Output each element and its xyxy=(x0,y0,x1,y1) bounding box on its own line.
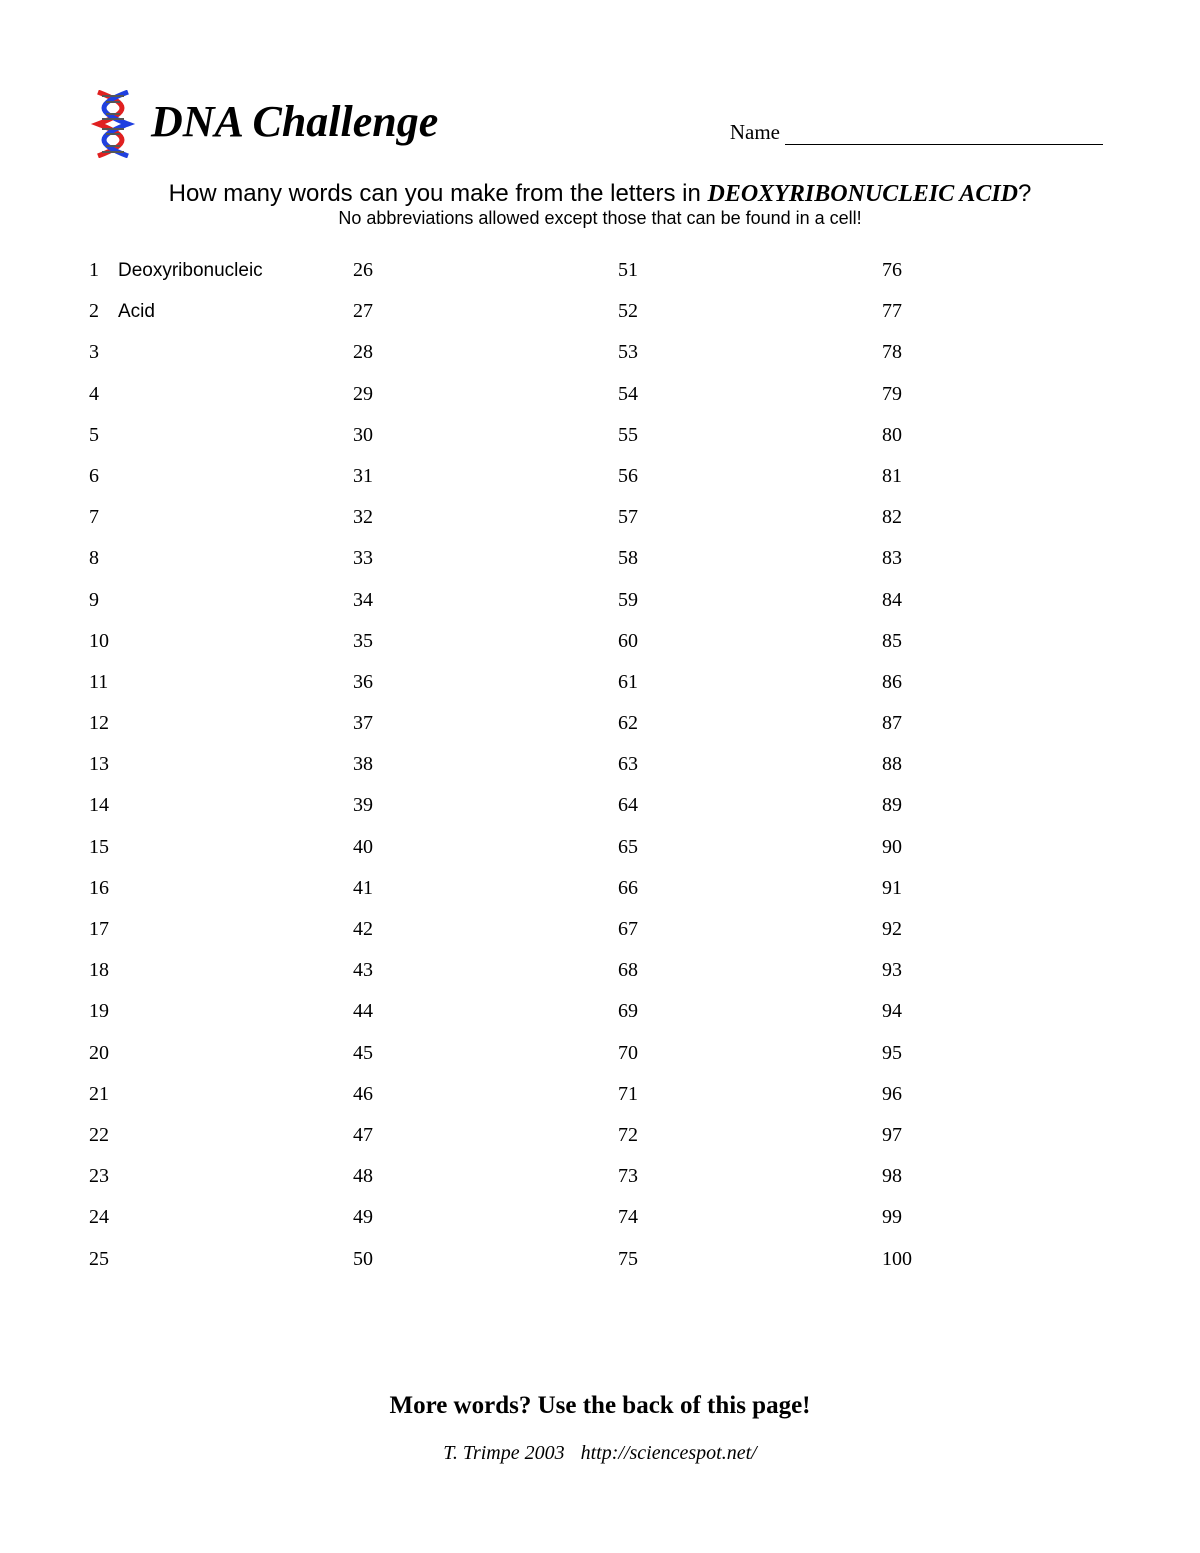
entry-number: 97 xyxy=(882,1123,902,1146)
question-suffix: ? xyxy=(1018,180,1032,207)
entry-number: 20 xyxy=(89,1041,109,1064)
list-item[interactable] xyxy=(353,874,593,915)
list-item[interactable] xyxy=(882,503,1122,544)
entry-number: 16 xyxy=(89,876,109,899)
list-item[interactable] xyxy=(882,421,1122,462)
list-item[interactable] xyxy=(89,791,329,832)
entry-number: 38 xyxy=(353,753,373,776)
entry-number: 93 xyxy=(882,959,902,982)
entry-number: 31 xyxy=(353,464,373,487)
entry-number: 88 xyxy=(882,753,902,776)
list-item[interactable] xyxy=(89,668,329,709)
entry-number: 13 xyxy=(89,753,109,776)
entry-number: 91 xyxy=(882,876,902,899)
list-item[interactable] xyxy=(882,544,1122,585)
entry-number: 37 xyxy=(353,712,373,735)
entry-number: 64 xyxy=(618,794,638,817)
name-input-line[interactable] xyxy=(785,124,1103,145)
entry-number: 28 xyxy=(353,341,373,364)
list-item[interactable] xyxy=(353,709,593,750)
entry-number: 95 xyxy=(882,1041,902,1064)
entry-word[interactable]: Acid xyxy=(118,301,155,323)
challenge-rule: No abbreviations allowed except those that can be found in a cell! xyxy=(338,208,862,228)
entry-number: 11 xyxy=(89,670,109,693)
entry-number: 90 xyxy=(882,835,902,858)
question-target-phrase: DEOXYRIBONUCLEIC ACID xyxy=(707,181,1019,207)
entry-word[interactable]: Deoxyribonucleic xyxy=(118,260,263,281)
list-item[interactable] xyxy=(618,915,858,956)
entry-number: 73 xyxy=(618,1165,638,1188)
entry-number: 40 xyxy=(353,835,373,858)
list-item[interactable] xyxy=(882,297,1122,338)
list-item[interactable] xyxy=(89,997,329,1038)
list-item[interactable] xyxy=(89,874,329,915)
entry-number: 42 xyxy=(353,918,373,940)
list-item[interactable] xyxy=(618,997,858,1038)
list-item[interactable] xyxy=(353,750,593,791)
list-item[interactable] xyxy=(89,586,329,627)
entry-number: 29 xyxy=(353,382,373,405)
entry-number: 77 xyxy=(882,300,902,323)
entry-number: 15 xyxy=(89,835,109,858)
entry-number: 4 xyxy=(89,382,99,405)
list-item[interactable] xyxy=(618,874,858,915)
list-item[interactable] xyxy=(882,462,1122,503)
list-item[interactable] xyxy=(618,586,858,627)
entry-number: 2 xyxy=(89,300,99,323)
name-label: Name xyxy=(729,120,780,144)
list-item[interactable] xyxy=(89,1162,329,1203)
entry-number: 45 xyxy=(353,1041,373,1064)
entry-number: 56 xyxy=(618,464,638,487)
entry-number: 33 xyxy=(353,547,373,570)
list-item[interactable] xyxy=(882,338,1122,379)
entry-number: 94 xyxy=(882,1000,902,1023)
entry-number: 63 xyxy=(618,753,638,776)
list-item[interactable] xyxy=(89,833,329,874)
entry-number: 1 xyxy=(89,259,99,281)
entry-number: 50 xyxy=(353,1247,373,1270)
entry-number: 67 xyxy=(618,918,638,940)
list-item[interactable] xyxy=(89,503,329,544)
list-item[interactable] xyxy=(618,297,858,338)
list-item[interactable] xyxy=(353,627,593,668)
entry-number: 78 xyxy=(882,341,902,364)
entry-number: 27 xyxy=(353,300,373,323)
entry-number: 7 xyxy=(89,506,99,529)
entry-number: 57 xyxy=(618,506,638,529)
list-item[interactable] xyxy=(89,1121,329,1162)
list-item[interactable] xyxy=(353,956,593,997)
list-item[interactable] xyxy=(618,1080,858,1121)
worksheet-header xyxy=(88,88,1103,160)
list-item[interactable] xyxy=(89,750,329,791)
entry-number: 71 xyxy=(618,1082,638,1105)
entry-number: 21 xyxy=(89,1082,109,1105)
list-item[interactable] xyxy=(353,586,593,627)
word-column xyxy=(882,256,1122,1286)
entry-number: 86 xyxy=(882,670,902,693)
list-item[interactable] xyxy=(882,956,1122,997)
list-item[interactable] xyxy=(353,462,593,503)
entry-number: 54 xyxy=(618,382,638,405)
list-item[interactable] xyxy=(89,338,329,379)
list-item[interactable] xyxy=(882,586,1122,627)
credit-line xyxy=(0,1442,1200,1465)
entry-number: 19 xyxy=(89,1000,109,1023)
list-item[interactable] xyxy=(353,297,593,338)
list-item[interactable] xyxy=(353,503,593,544)
list-item[interactable] xyxy=(89,627,329,668)
list-item[interactable] xyxy=(618,1162,858,1203)
entry-number: 36 xyxy=(353,670,373,693)
entry-number: 23 xyxy=(89,1165,109,1188)
entry-number: 25 xyxy=(89,1247,109,1270)
list-item[interactable] xyxy=(353,256,593,297)
entry-number: 98 xyxy=(882,1165,902,1188)
list-item[interactable] xyxy=(353,1162,593,1203)
challenge-question xyxy=(0,180,1200,208)
entry-number: 52 xyxy=(618,300,638,323)
word-column xyxy=(353,256,593,1286)
entry-number: 89 xyxy=(882,794,902,817)
list-item[interactable] xyxy=(882,915,1122,956)
list-item[interactable] xyxy=(89,1080,329,1121)
list-item[interactable] xyxy=(618,1121,858,1162)
entry-number: 9 xyxy=(89,588,99,611)
list-item[interactable] xyxy=(618,668,858,709)
list-item[interactable] xyxy=(882,1203,1122,1244)
page-title: DNA Challenge xyxy=(151,97,439,146)
list-item[interactable] xyxy=(353,1080,593,1121)
list-item[interactable] xyxy=(882,874,1122,915)
entry-number: 65 xyxy=(618,835,638,858)
entry-number: 62 xyxy=(618,712,638,735)
entry-number: 99 xyxy=(882,1206,902,1229)
list-item[interactable] xyxy=(353,1121,593,1162)
entry-number: 34 xyxy=(353,588,373,611)
list-item[interactable] xyxy=(618,380,858,421)
list-item[interactable] xyxy=(89,915,329,956)
entry-number: 53 xyxy=(618,341,638,364)
entry-number: 22 xyxy=(89,1123,109,1146)
entry-number: 70 xyxy=(618,1041,638,1064)
list-item[interactable] xyxy=(89,1039,329,1080)
entry-number: 66 xyxy=(618,876,638,899)
entry-number: 80 xyxy=(882,423,902,446)
entry-number: 30 xyxy=(353,423,373,446)
entry-number: 14 xyxy=(89,794,109,817)
list-item[interactable] xyxy=(618,956,858,997)
list-item[interactable] xyxy=(882,1245,1122,1286)
list-item[interactable] xyxy=(618,256,858,297)
word-column xyxy=(89,256,329,1286)
name-field[interactable] xyxy=(730,120,1103,145)
more-words-note: More words? Use the back of this page! xyxy=(389,1392,811,1419)
list-item[interactable] xyxy=(882,997,1122,1038)
entry-number: 5 xyxy=(89,423,99,446)
entry-number: 79 xyxy=(882,382,902,405)
list-item[interactable] xyxy=(618,750,858,791)
list-item[interactable] xyxy=(618,544,858,585)
entry-number: 69 xyxy=(618,1000,638,1023)
list-item[interactable] xyxy=(882,791,1122,832)
list-item[interactable] xyxy=(882,1162,1122,1203)
word-column xyxy=(618,256,858,1286)
list-item[interactable] xyxy=(618,1203,858,1244)
entry-number: 55 xyxy=(618,423,638,446)
list-item[interactable] xyxy=(89,956,329,997)
entry-number: 81 xyxy=(882,464,902,487)
entry-number: 82 xyxy=(882,506,902,529)
entry-number: 48 xyxy=(353,1165,373,1188)
entry-number: 59 xyxy=(618,588,638,611)
dna-helix-icon xyxy=(88,90,138,158)
entry-number: 83 xyxy=(882,547,902,570)
entry-number: 85 xyxy=(882,629,902,652)
list-item[interactable] xyxy=(89,256,329,297)
entry-number: 35 xyxy=(353,629,373,652)
list-item[interactable] xyxy=(353,833,593,874)
list-item[interactable] xyxy=(882,668,1122,709)
entry-number: 58 xyxy=(618,547,638,570)
entry-number: 10 xyxy=(89,629,109,652)
entry-number: 51 xyxy=(618,259,638,281)
list-item[interactable] xyxy=(618,462,858,503)
list-item[interactable] xyxy=(353,338,593,379)
list-item[interactable] xyxy=(618,421,858,462)
list-item[interactable] xyxy=(353,1203,593,1244)
entry-number: 8 xyxy=(89,547,99,570)
list-item[interactable] xyxy=(618,709,858,750)
list-item[interactable] xyxy=(882,380,1122,421)
entry-number: 46 xyxy=(353,1082,373,1105)
list-item[interactable] xyxy=(353,791,593,832)
entry-number: 74 xyxy=(618,1206,638,1229)
list-item[interactable] xyxy=(618,503,858,544)
list-item[interactable] xyxy=(882,627,1122,668)
list-item[interactable] xyxy=(89,709,329,750)
list-item[interactable] xyxy=(618,1039,858,1080)
list-item[interactable] xyxy=(882,1080,1122,1121)
entry-number: 87 xyxy=(882,712,902,735)
entry-number: 43 xyxy=(353,959,373,982)
author-credit: T. Trimpe 2003 xyxy=(443,1442,565,1464)
entry-number: 72 xyxy=(618,1123,638,1146)
entry-number: 18 xyxy=(89,959,109,982)
list-item[interactable] xyxy=(89,421,329,462)
list-item[interactable] xyxy=(882,1121,1122,1162)
list-item[interactable] xyxy=(882,833,1122,874)
entry-number: 12 xyxy=(89,712,109,735)
list-item[interactable] xyxy=(882,256,1122,297)
list-item[interactable] xyxy=(618,1245,858,1286)
entry-number: 75 xyxy=(618,1247,638,1270)
entry-number: 6 xyxy=(89,464,99,487)
list-item[interactable] xyxy=(882,709,1122,750)
list-item[interactable] xyxy=(618,833,858,874)
entry-number: 68 xyxy=(618,959,638,982)
list-item[interactable] xyxy=(353,1245,593,1286)
entry-number: 47 xyxy=(353,1123,373,1146)
list-item[interactable] xyxy=(618,627,858,668)
list-item[interactable] xyxy=(882,750,1122,791)
list-item[interactable] xyxy=(618,338,858,379)
entry-number: 100 xyxy=(882,1247,912,1270)
list-item[interactable] xyxy=(353,915,593,956)
source-url: http://sciencespot.net/ xyxy=(580,1442,757,1464)
entry-number: 44 xyxy=(353,1000,373,1023)
entry-number: 60 xyxy=(618,629,638,652)
list-item[interactable] xyxy=(89,462,329,503)
entry-number: 61 xyxy=(618,670,638,693)
list-item[interactable] xyxy=(618,791,858,832)
list-item[interactable] xyxy=(882,1039,1122,1080)
list-item[interactable] xyxy=(353,1039,593,1080)
list-item[interactable] xyxy=(89,1203,329,1244)
list-item[interactable] xyxy=(353,668,593,709)
entry-number: 41 xyxy=(353,876,373,899)
entry-number: 92 xyxy=(882,918,902,940)
entry-number: 26 xyxy=(353,259,373,281)
list-item[interactable] xyxy=(89,380,329,421)
list-item[interactable] xyxy=(89,297,329,338)
entry-number: 49 xyxy=(353,1206,373,1229)
entry-number: 39 xyxy=(353,794,373,817)
entry-number: 84 xyxy=(882,588,902,611)
entry-number: 17 xyxy=(89,918,109,940)
list-item[interactable] xyxy=(353,421,593,462)
question-prefix: How many words can you make from the letters in xyxy=(168,180,708,207)
entry-number: 76 xyxy=(882,259,902,281)
list-item[interactable] xyxy=(89,544,329,585)
entry-number: 24 xyxy=(89,1206,109,1229)
list-item[interactable] xyxy=(353,997,593,1038)
list-item[interactable] xyxy=(353,544,593,585)
entry-number: 3 xyxy=(89,341,99,364)
entry-number: 32 xyxy=(353,506,373,529)
entry-number: 96 xyxy=(882,1082,902,1105)
list-item[interactable] xyxy=(89,1245,329,1286)
list-item[interactable] xyxy=(353,380,593,421)
